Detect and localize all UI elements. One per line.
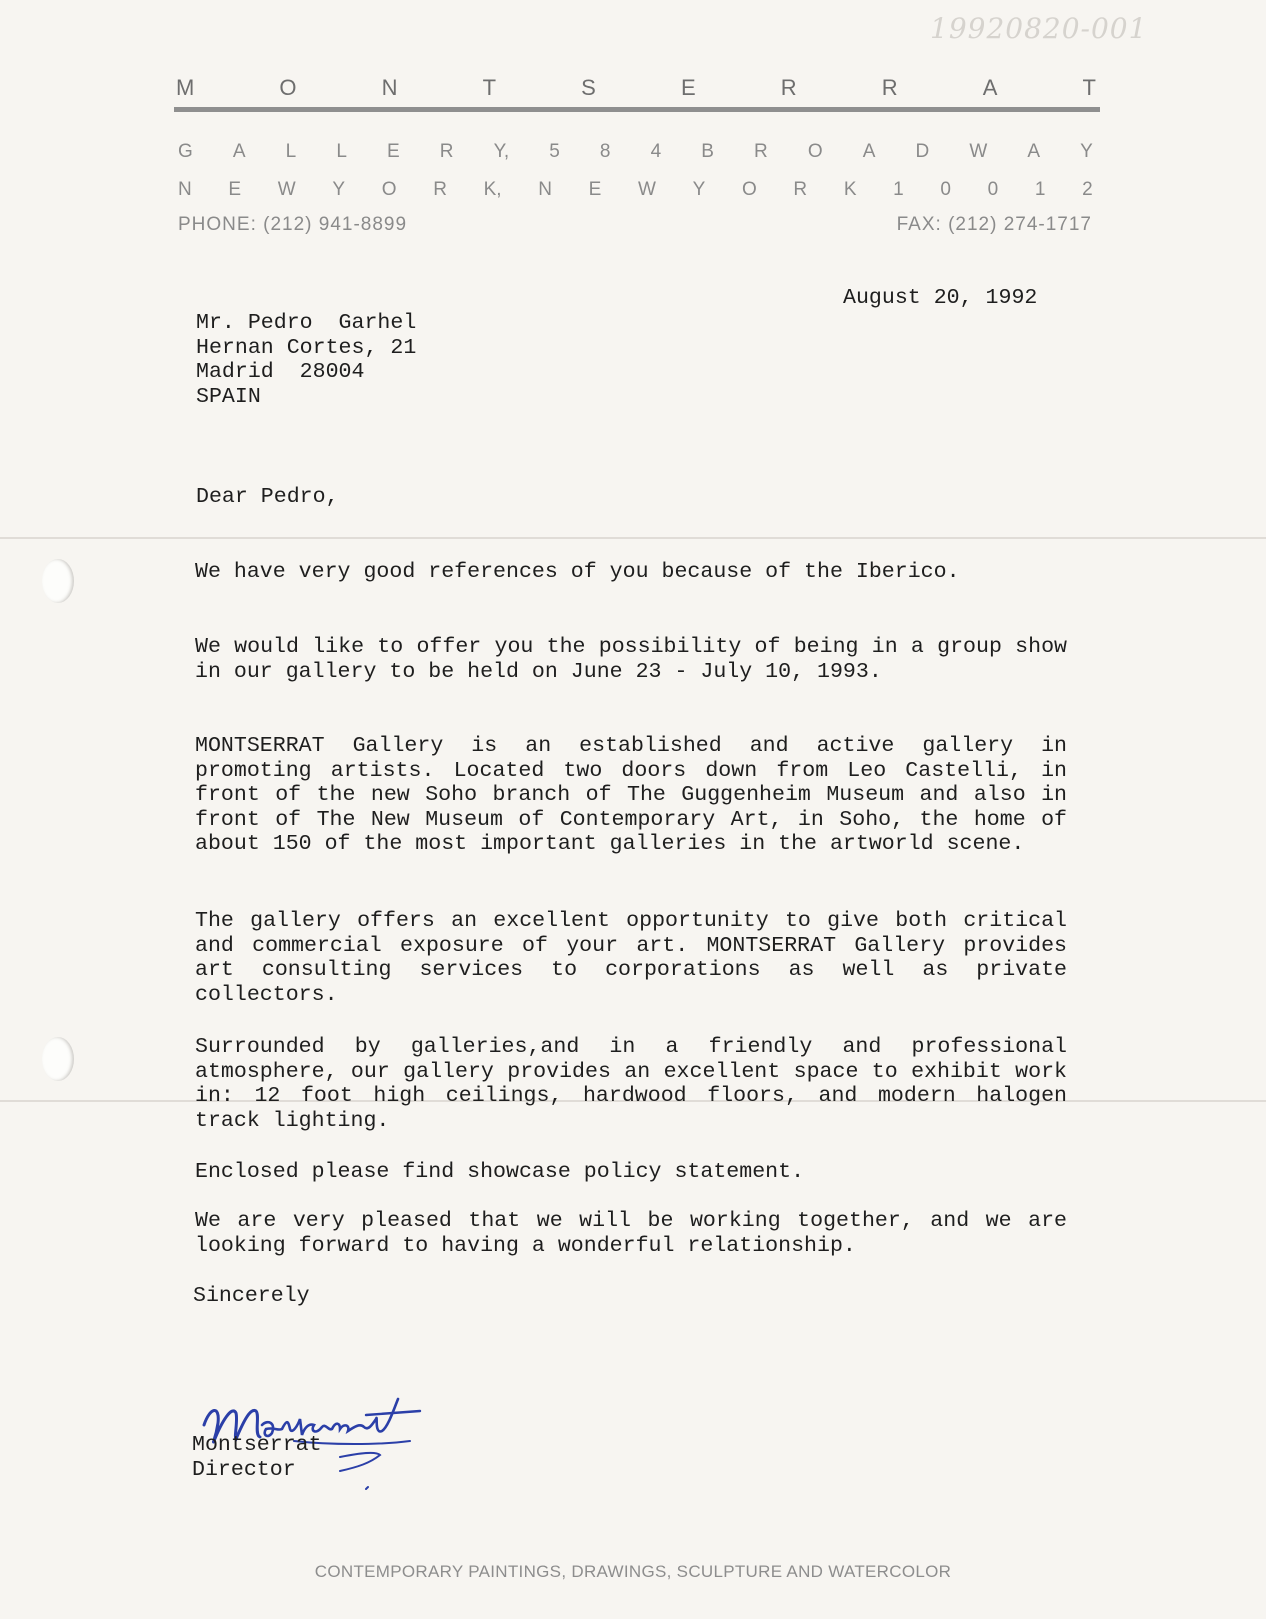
footer-tagline: CONTEMPORARY PAINTINGS, DRAWINGS, SCULPTURE AND WATERCOLOR [314, 1562, 952, 1581]
recipient-address [196, 311, 416, 409]
archive-stamp: 19920820-001 [930, 12, 1148, 45]
letterhead-letter: Y [1080, 141, 1093, 162]
body-paragraph: We have very good references of you because of the Iberico. [195, 560, 960, 584]
letterhead-letter: M [176, 75, 195, 100]
letterhead-letter: A [862, 141, 876, 162]
body-paragraph: We would like to offer you the possibility of being in a group show in our gallery to be held on June 23 - July 10, 1993. [195, 635, 1067, 684]
letterhead-letter: R [881, 75, 898, 100]
letterhead-letter: 5 [549, 141, 560, 162]
body-paragraph: The gallery offers an excellent opportunity to give both critical and commercial exposure of your art. MONTSERRAT Gallery provides art consulting services to corporations as well as private collectors. [195, 909, 1067, 1007]
letterhead-letter: 8 [599, 141, 611, 162]
letterhead-letter: O [381, 179, 397, 200]
letterhead-letter: 4 [650, 141, 662, 162]
letterhead-letter: A [232, 141, 246, 162]
signer-name: Montserrat [192, 1433, 322, 1457]
letterhead-letter: S [581, 75, 596, 100]
letterhead-letter: T [1082, 75, 1096, 100]
recipient-line: Hernan Cortes, 21 [196, 335, 417, 360]
punch-hole [42, 559, 74, 603]
letterhead-letter: B [701, 141, 714, 162]
letterhead-letter: A [982, 75, 998, 100]
letterhead-letter: A [1027, 141, 1041, 162]
letterhead-letter: K [843, 179, 857, 200]
letterhead-letter: Y [692, 179, 706, 200]
letterhead-letter: R [439, 141, 454, 162]
letterhead-letter: N [381, 75, 398, 100]
letterhead-address-line2 [178, 179, 1093, 201]
letterhead-name [176, 75, 1096, 101]
letterhead-letter: K, [483, 179, 502, 200]
recipient-line: Madrid 28004 [196, 360, 365, 384]
letterhead-letter: 0 [987, 179, 999, 200]
letterhead-letter: W [969, 141, 988, 162]
letterhead-letter: R [433, 179, 447, 200]
letter-date: August 20, 1992 [843, 286, 1038, 310]
letterhead-letter: R [780, 75, 797, 100]
body-paragraph: Enclosed please find showcase policy statement. [195, 1160, 805, 1184]
letterhead-letter: 1 [1034, 179, 1046, 200]
letterhead-letter: E [387, 141, 400, 162]
letterhead-address-line1 [178, 141, 1093, 163]
letterhead-letter: N [538, 179, 552, 200]
letterhead-letter: L [336, 141, 347, 162]
letterhead-letter: D [915, 141, 930, 162]
letterhead-letter: N [178, 179, 192, 200]
recipient-line: SPAIN [196, 384, 261, 409]
fold-line [0, 537, 1266, 539]
letterhead-letter: 2 [1082, 179, 1093, 200]
letterhead-letter: Y, [493, 141, 510, 162]
body-paragraph: MONTSERRAT Gallery is an established and active gallery in promoting artists. Located two doors down from Leo Castelli, in front of the new Soho branch of The Guggenheim Museum and also in front of The New Museum of Contemporary Art, in Soho, the home of about 150 of the most important galleries in the artworld scene. [195, 734, 1067, 856]
signer-title: Director [192, 1458, 296, 1482]
punch-hole [42, 1037, 74, 1081]
letterhead-letter: W [637, 179, 656, 200]
letterhead-letter: E [680, 75, 696, 100]
letterhead-letter: L [285, 141, 297, 162]
letterhead-letter: E [588, 179, 602, 200]
letterhead-rule [174, 107, 1100, 112]
letterhead-letter: G [178, 141, 193, 162]
letterhead-letter: R [754, 141, 768, 162]
salutation: Dear Pedro, [196, 485, 339, 509]
letterhead-letter: O [279, 75, 297, 100]
letterhead-letter: O [741, 179, 757, 200]
letterhead-letter: 1 [893, 179, 904, 200]
letterhead-letter: 0 [940, 179, 951, 200]
recipient-line: Mr. Pedro Garhel [196, 311, 417, 335]
letterhead-letter: W [277, 179, 296, 200]
letterhead-fax: FAX: (212) 274-1717 [896, 214, 1092, 235]
letterhead-letter: O [807, 141, 823, 162]
letterhead-letter: E [228, 179, 242, 200]
letterhead-letter: Y [332, 179, 346, 200]
closing: Sincerely [193, 1284, 310, 1308]
letterhead-phone: PHONE: (212) 941-8899 [178, 214, 408, 235]
letterhead-letter: T [482, 75, 497, 100]
letterhead-letter: R [793, 179, 808, 200]
body-paragraph: We are very pleased that we will be working together, and we are looking forward to having a wonderful relationship. [195, 1209, 1067, 1258]
body-paragraph: Surrounded by galleries,and in a friendly and professional atmosphere, our gallery provides an excellent space to exhibit work in: 12 foot high ceilings, hardwood floors, and modern halogen track lighting. [195, 1035, 1067, 1133]
